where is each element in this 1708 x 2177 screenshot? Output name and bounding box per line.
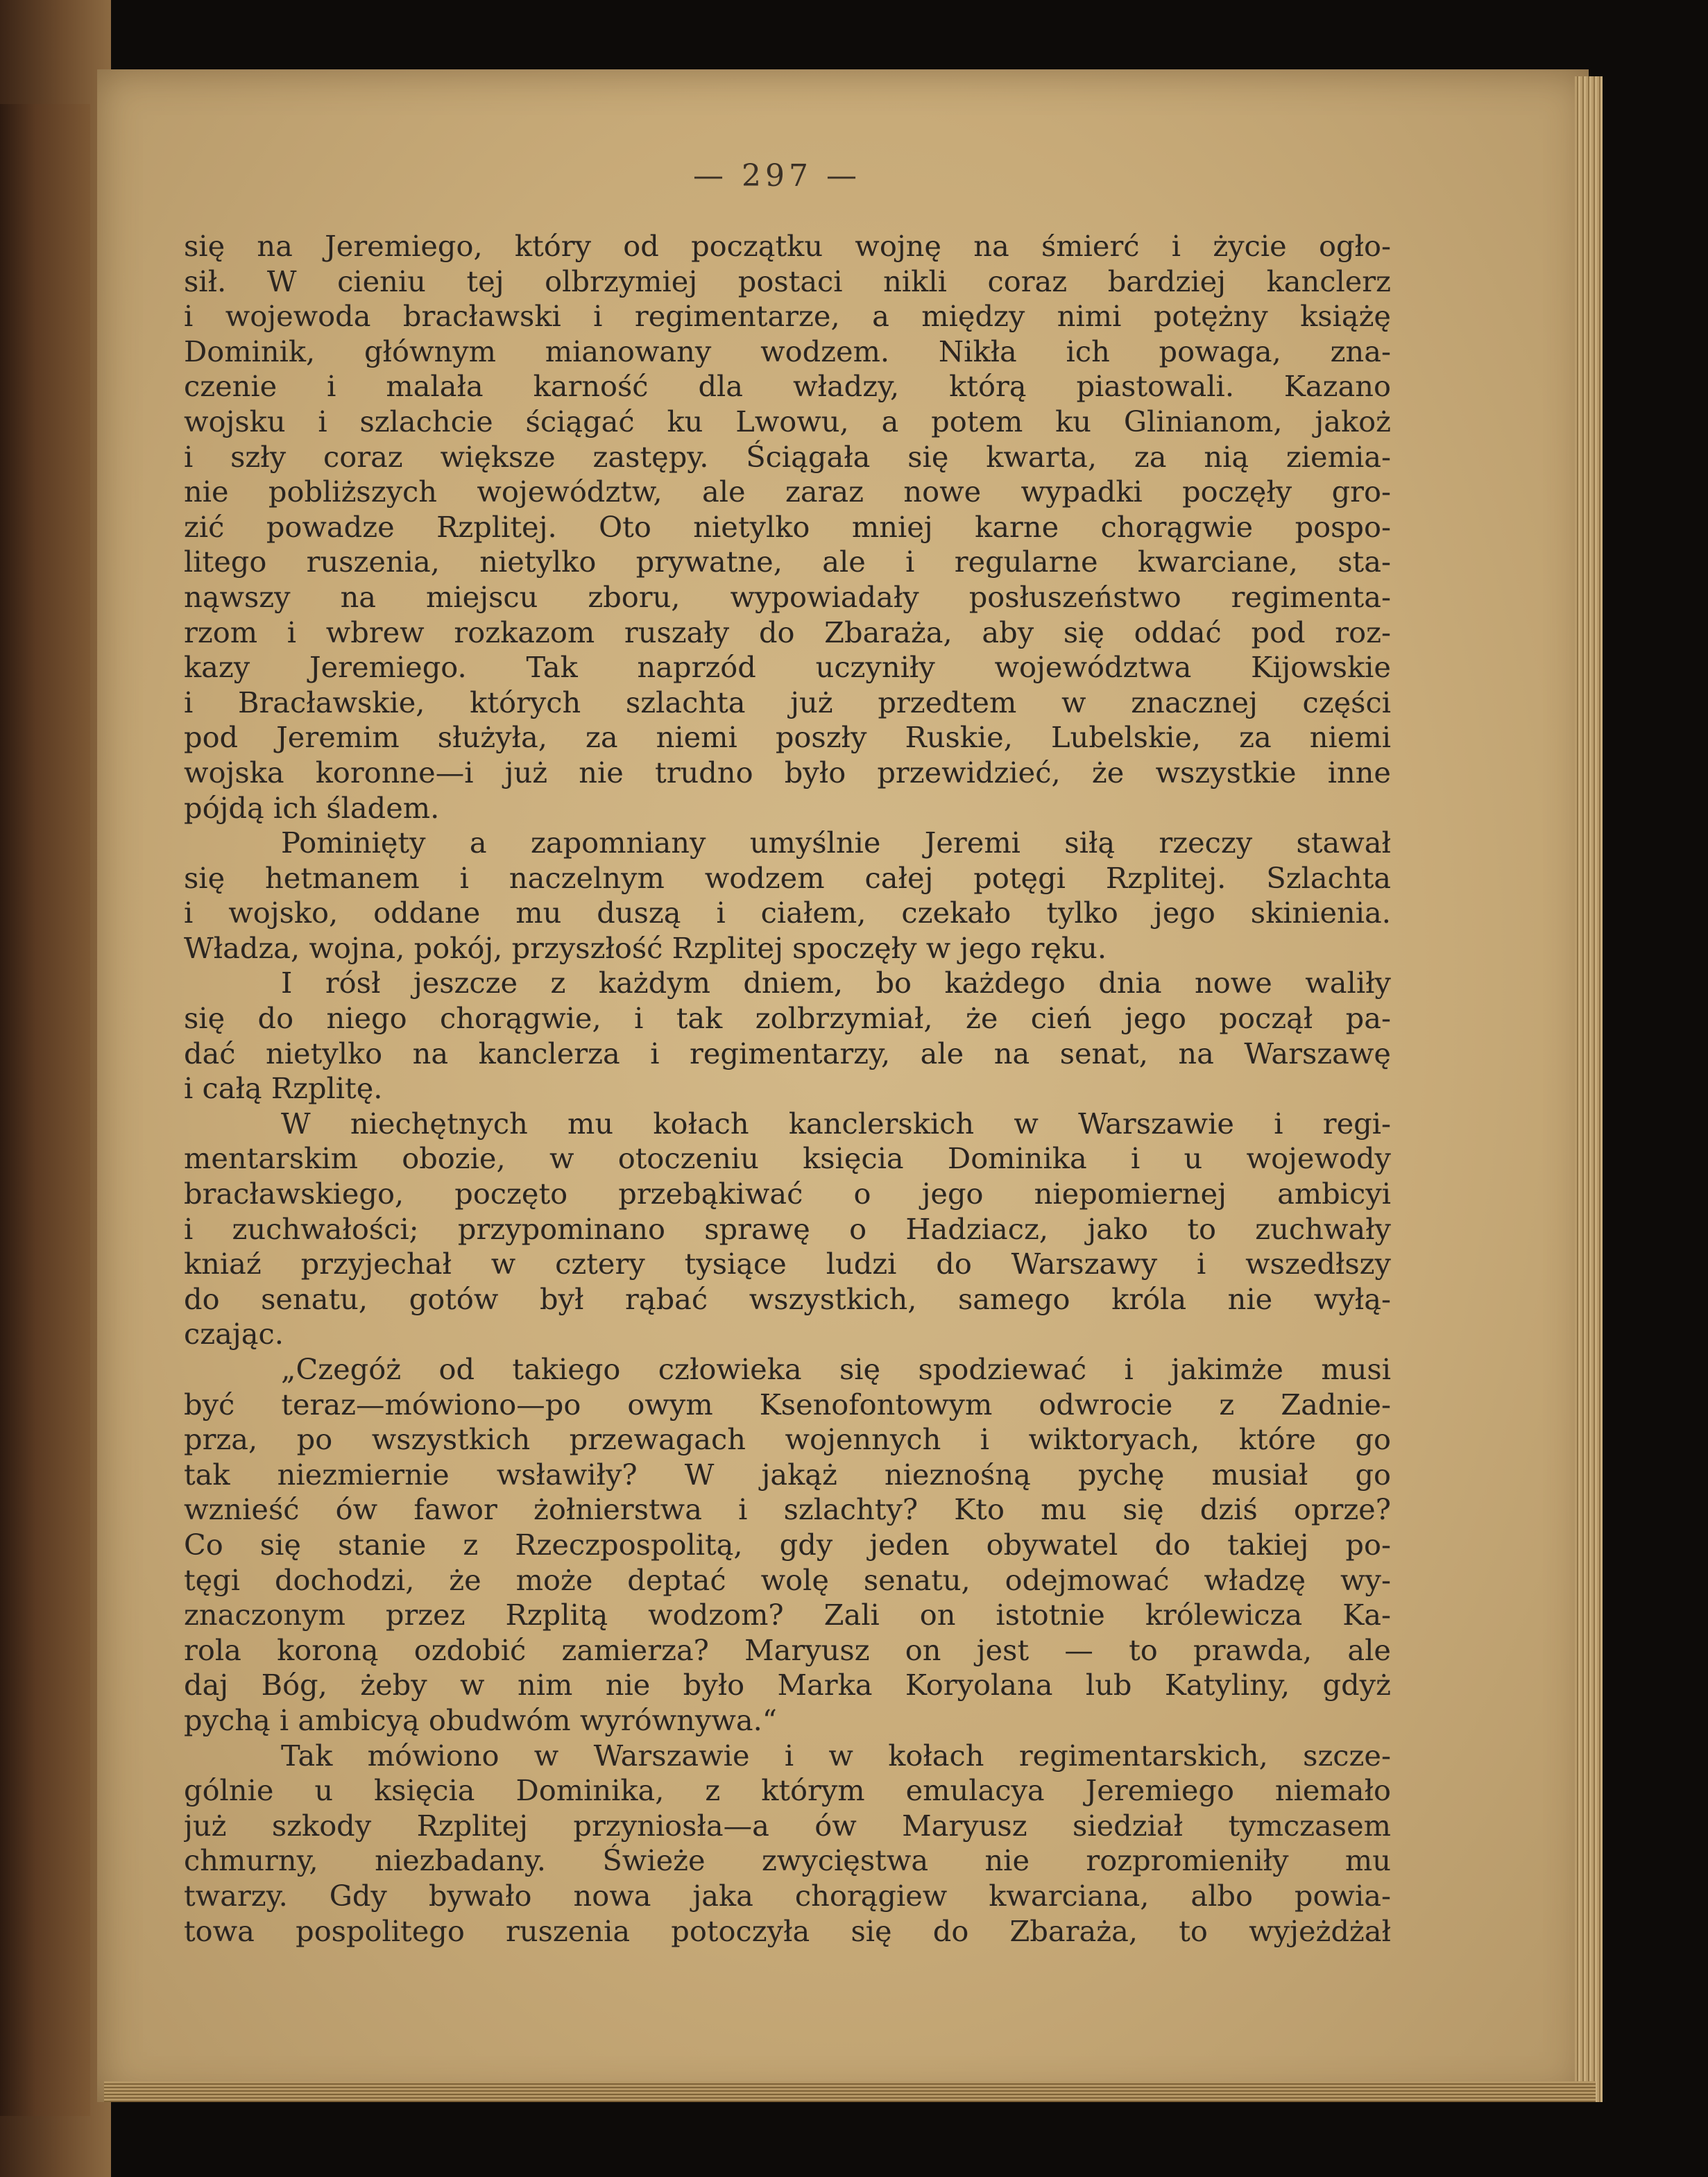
text-line: wojska koronne—i już nie trudno było przewidzieć, że wszystkie inne — [184, 755, 1391, 789]
text-line: i wojewoda bracławski i regimentarze, a między nimi potężny książę — [184, 299, 1391, 334]
text-line: zić powadze Rzplitej. Oto nietylko mniej karne chorągwie pospo- — [184, 509, 1391, 544]
text-line: kniaź przyjechał w cztery tysiące ludzi do Warszawy i wszedłszy — [184, 1247, 1391, 1281]
text-line: czenie i malała karność dla władzy, którą piastowali. Kazano — [184, 369, 1391, 404]
text-line: dać nietylko na kanclerza i regimentarzy, ale na senat, na Warszawę — [184, 1036, 1391, 1070]
text-line: pod Jeremim służyła, za niemi poszły Ruskie, Lubelskie, za niemi — [184, 720, 1391, 755]
body-text — [184, 229, 1391, 1949]
text-line: i Bracławskie, których szlachta już przedtem w znacznej części — [184, 685, 1391, 719]
text-line: nąwszy na miejscu zboru, wypowiadały posłuszeństwo regimenta- — [184, 579, 1391, 614]
text-line: i całą Rzplitę. — [184, 1071, 383, 1106]
text-line: towa pospolitego ruszenia potoczyła się do Zbaraża, to wyjeżdżał — [184, 1913, 1391, 1948]
text-line: Dominik, głównym mianowany wodzem. Nikła ich powaga, zna- — [184, 334, 1391, 368]
text-line: I rósł jeszcze z każdym dniem, bo każdego dnia nowe waliły — [281, 966, 1391, 1000]
text-line: twarzy. Gdy bywało nowa jaka chorągiew kwarciana, albo powia- — [184, 1878, 1391, 1913]
text-line: kazy Jeremiego. Tak naprzód uczyniły województwa Kijowskie — [184, 650, 1391, 685]
text-line: wojsku i szlachcie ściągać ku Lwowu, a potem ku Glinianom, jakoż — [184, 404, 1391, 438]
text-line: czając. — [184, 1317, 284, 1351]
text-line: chmurny, niezbadany. Świeże zwycięstwa nie rozpromieniły mu — [184, 1843, 1391, 1878]
text-line: być teraz—mówiono—po owym Ksenofontowym odwrocie z Zadnie- — [184, 1387, 1391, 1422]
text-line: daj Bóg, żeby w nim nie było Marka Koryolana lub Katyliny, gdyż — [184, 1668, 1391, 1702]
text-line: W niechętnych mu kołach kanclerskich w Warszawie i regi- — [281, 1106, 1391, 1141]
text-line: znaczonym przez Rzplitą wodzom? Zali on istotnie królewicza Ka- — [184, 1598, 1391, 1632]
text-line: pójdą ich śladem. — [184, 790, 440, 825]
text-line: się hetmanem i naczelnym wodzem całej potęgi Rzplitej. Szlachta — [184, 860, 1391, 895]
text-line: się na Jeremiego, który od początku wojnę na śmierć i życie ogło- — [184, 229, 1391, 263]
text-line: rzom i wbrew rozkazom ruszały do Zbaraża, aby się oddać pod roz- — [184, 615, 1391, 649]
text-line: rola koroną ozdobić zamierza? Maryusz on jest — to prawda, ale — [184, 1632, 1391, 1667]
text-line: do senatu, gotów był rąbać wszystkich, samego króla nie wyłą- — [184, 1281, 1391, 1316]
text-line: gólnie u księcia Dominika, z którym emulacya Jeremiego niemało — [184, 1773, 1391, 1808]
text-line: i szły coraz większe zastępy. Ściągała się kwarta, za nią ziemia- — [184, 439, 1391, 474]
page-edges-bottom — [104, 2081, 1596, 2102]
text-line: tęgi dochodzi, że może deptać wolę senatu, odejmować władzę wy- — [184, 1562, 1391, 1597]
text-line: Władza, wojna, pokój, przyszłość Rzplitej spoczęły w jego ręku. — [184, 930, 1107, 965]
book-spine — [0, 104, 90, 2116]
text-line: nie pobliższych województw, ale zaraz nowe wypadki poczęły gro- — [184, 475, 1391, 509]
text-line: i zuchwałości; przypominano sprawę o Hadziacz, jako to zuchwały — [184, 1211, 1391, 1246]
text-line: pychą i ambicyą obudwóm wyrównywa.“ — [184, 1702, 777, 1737]
text-line: Pominięty a zapomniany umyślnie Jeremi siłą rzeczy stawał — [281, 826, 1391, 860]
page-edges-right — [1575, 76, 1603, 2102]
text-line: „Czegóż od takiego człowieka się spodziewać i jakimże musi — [281, 1352, 1391, 1386]
text-line: Tak mówiono w Warszawie i w kołach regimentarskich, szcze- — [281, 1738, 1391, 1773]
text-line: i wojsko, oddane mu duszą i ciałem, czekało tylko jego skinienia. — [184, 896, 1391, 930]
text-line: litego ruszenia, nietylko prywatne, ale i regularne kwarciane, sta- — [184, 545, 1391, 579]
page-number-header: — 297 — — [693, 158, 861, 194]
text-line: się do niego chorągwie, i tak zolbrzymiał, że cień jego począł pa- — [184, 1001, 1391, 1036]
text-line: wznieść ów fawor żołnierstwa i szlachty? Kto mu się dziś oprze? — [184, 1492, 1391, 1527]
text-line: mentarskim obozie, w otoczeniu księcia Dominika i u wojewody — [184, 1141, 1391, 1176]
text-line: sił. W cieniu tej olbrzymiej postaci nikli coraz bardziej kanclerz — [184, 264, 1391, 298]
text-line: bracławskiego, poczęto przebąkiwać o jego niepomiernej ambicyi — [184, 1177, 1391, 1211]
text-line: już szkody Rzplitej przyniosła—a ów Maryusz siedział tymczasem — [184, 1808, 1391, 1843]
text-line: Co się stanie z Rzeczpospolitą, gdy jeden obywatel do takiej po- — [184, 1527, 1391, 1562]
text-line: prza, po wszystkich przewagach wojennych i wiktoryach, które go — [184, 1422, 1391, 1457]
text-line: tak niezmiernie wsławiły? W jakąż nieznośną pychę musiał go — [184, 1457, 1391, 1492]
